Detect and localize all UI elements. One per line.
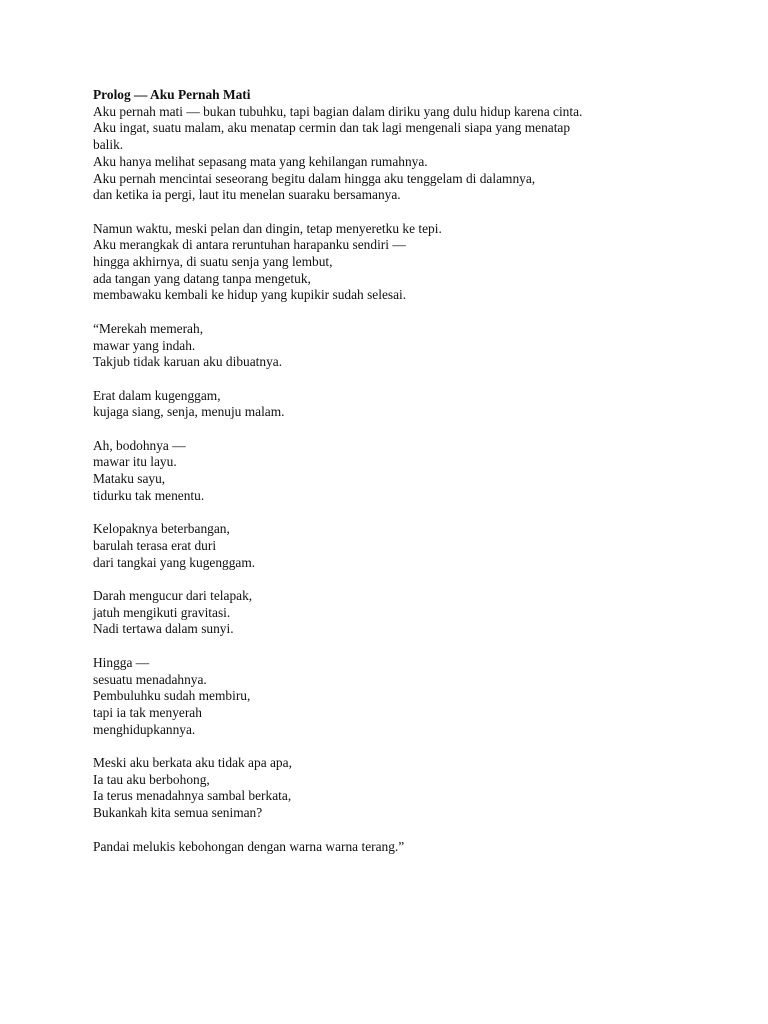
document-body [93,87,693,855]
poem-stanza [93,388,693,421]
poem-stanza [93,839,693,856]
poem-line: Bukankah kita semua seniman? [93,805,263,821]
paragraph [93,221,693,305]
text-line: dan ketika ia pergi, laut itu menelan suaraku bersamanya. [93,187,401,203]
paragraph-gap [93,638,693,655]
text-line: Aku pernah mati — bukan tubuhku, tapi bagian dalam diriku yang dulu hidup karena cinta. [93,103,583,119]
text-line: membawaku kembali ke hidup yang kupikir sudah selesai. [93,287,407,303]
document-title: Prolog — Aku Pernah Mati [93,87,251,102]
poem-line: Pembuluhku sudah membiru, [93,688,251,704]
poem-line: mawar yang indah. [93,337,196,353]
poem-stanza [93,588,693,638]
text-line: Aku ingat, suatu malam, aku menatap cermin dan tak lagi mengenali siapa yang menatap [93,120,571,136]
paragraph-gap [93,421,693,438]
paragraph-gap [93,822,693,839]
poem-line: Ah, bodohnya — [93,437,186,453]
poem-line: Mataku sayu, [93,471,166,487]
poem-stanza [93,438,693,505]
poem-line: Darah mengucur dari telapak, [93,588,253,603]
poem-line: Nadi tertawa dalam sunyi. [93,621,234,637]
paragraph-gap [93,204,693,221]
poem-stanza [93,321,693,371]
poem-line: Erat dalam kugenggam, [93,387,221,403]
paragraph-gap [93,304,693,321]
paragraph-gap [93,738,693,755]
poem-line: Meski aku berkata aku tidak apa apa, [93,755,292,770]
paragraph-gap [93,505,693,522]
poem-line: Takjub tidak karuan aku dibuatnya. [93,354,283,370]
text-line: ada tangan yang datang tanpa mengetuk, [93,270,311,286]
text-line: Aku hanya melihat sepasang mata yang kehilangan rumahnya. [93,153,428,169]
poem-stanza [93,521,693,571]
poem-line: tidurku tak menentu. [93,487,205,503]
poem-line: tapi ia tak menyerah [93,704,202,720]
poem-line: Pandai melukis kebohongan dengan warna warna terang.” [93,838,405,854]
text-line: Namun waktu, meski pelan dan dingin, tetap menyeretku ke tepi. [93,220,442,236]
poem-line: sesuatu menadahnya. [93,671,207,687]
text-line: Aku merangkak di antara reruntuhan harapanku sendiri — [93,237,406,253]
poem-line: menghidupkannya. [93,721,196,737]
paragraph-gap [93,571,693,588]
poem-line: kujaga siang, senja, menuju malam. [93,404,285,420]
poem-line: Ia terus menadahnya sambal berkata, [93,788,292,804]
poem-stanza [93,755,693,822]
poem-line: Ia tau aku berbohong, [93,771,210,787]
poem-line: barulah terasa erat duri [93,537,217,553]
poem-line: dari tangkai yang kugenggam. [93,554,256,570]
poem-line: jatuh mengikuti gravitasi. [93,604,231,620]
poem-line: “Merekah memerah, [93,320,204,336]
text-line: balik. [93,137,124,153]
poem-line: Kelopaknya beterbangan, [93,521,230,537]
poem-stanza [93,655,693,739]
paragraph-gap [93,371,693,388]
text-line: Aku pernah mencintai seseorang begitu dalam hingga aku tenggelam di dalamnya, [93,170,536,186]
paragraph [93,104,693,204]
poem-line: Hingga — [93,654,150,670]
text-line: hingga akhirnya, di suatu senja yang lembut, [93,254,333,270]
poem-line: mawar itu layu. [93,454,177,470]
